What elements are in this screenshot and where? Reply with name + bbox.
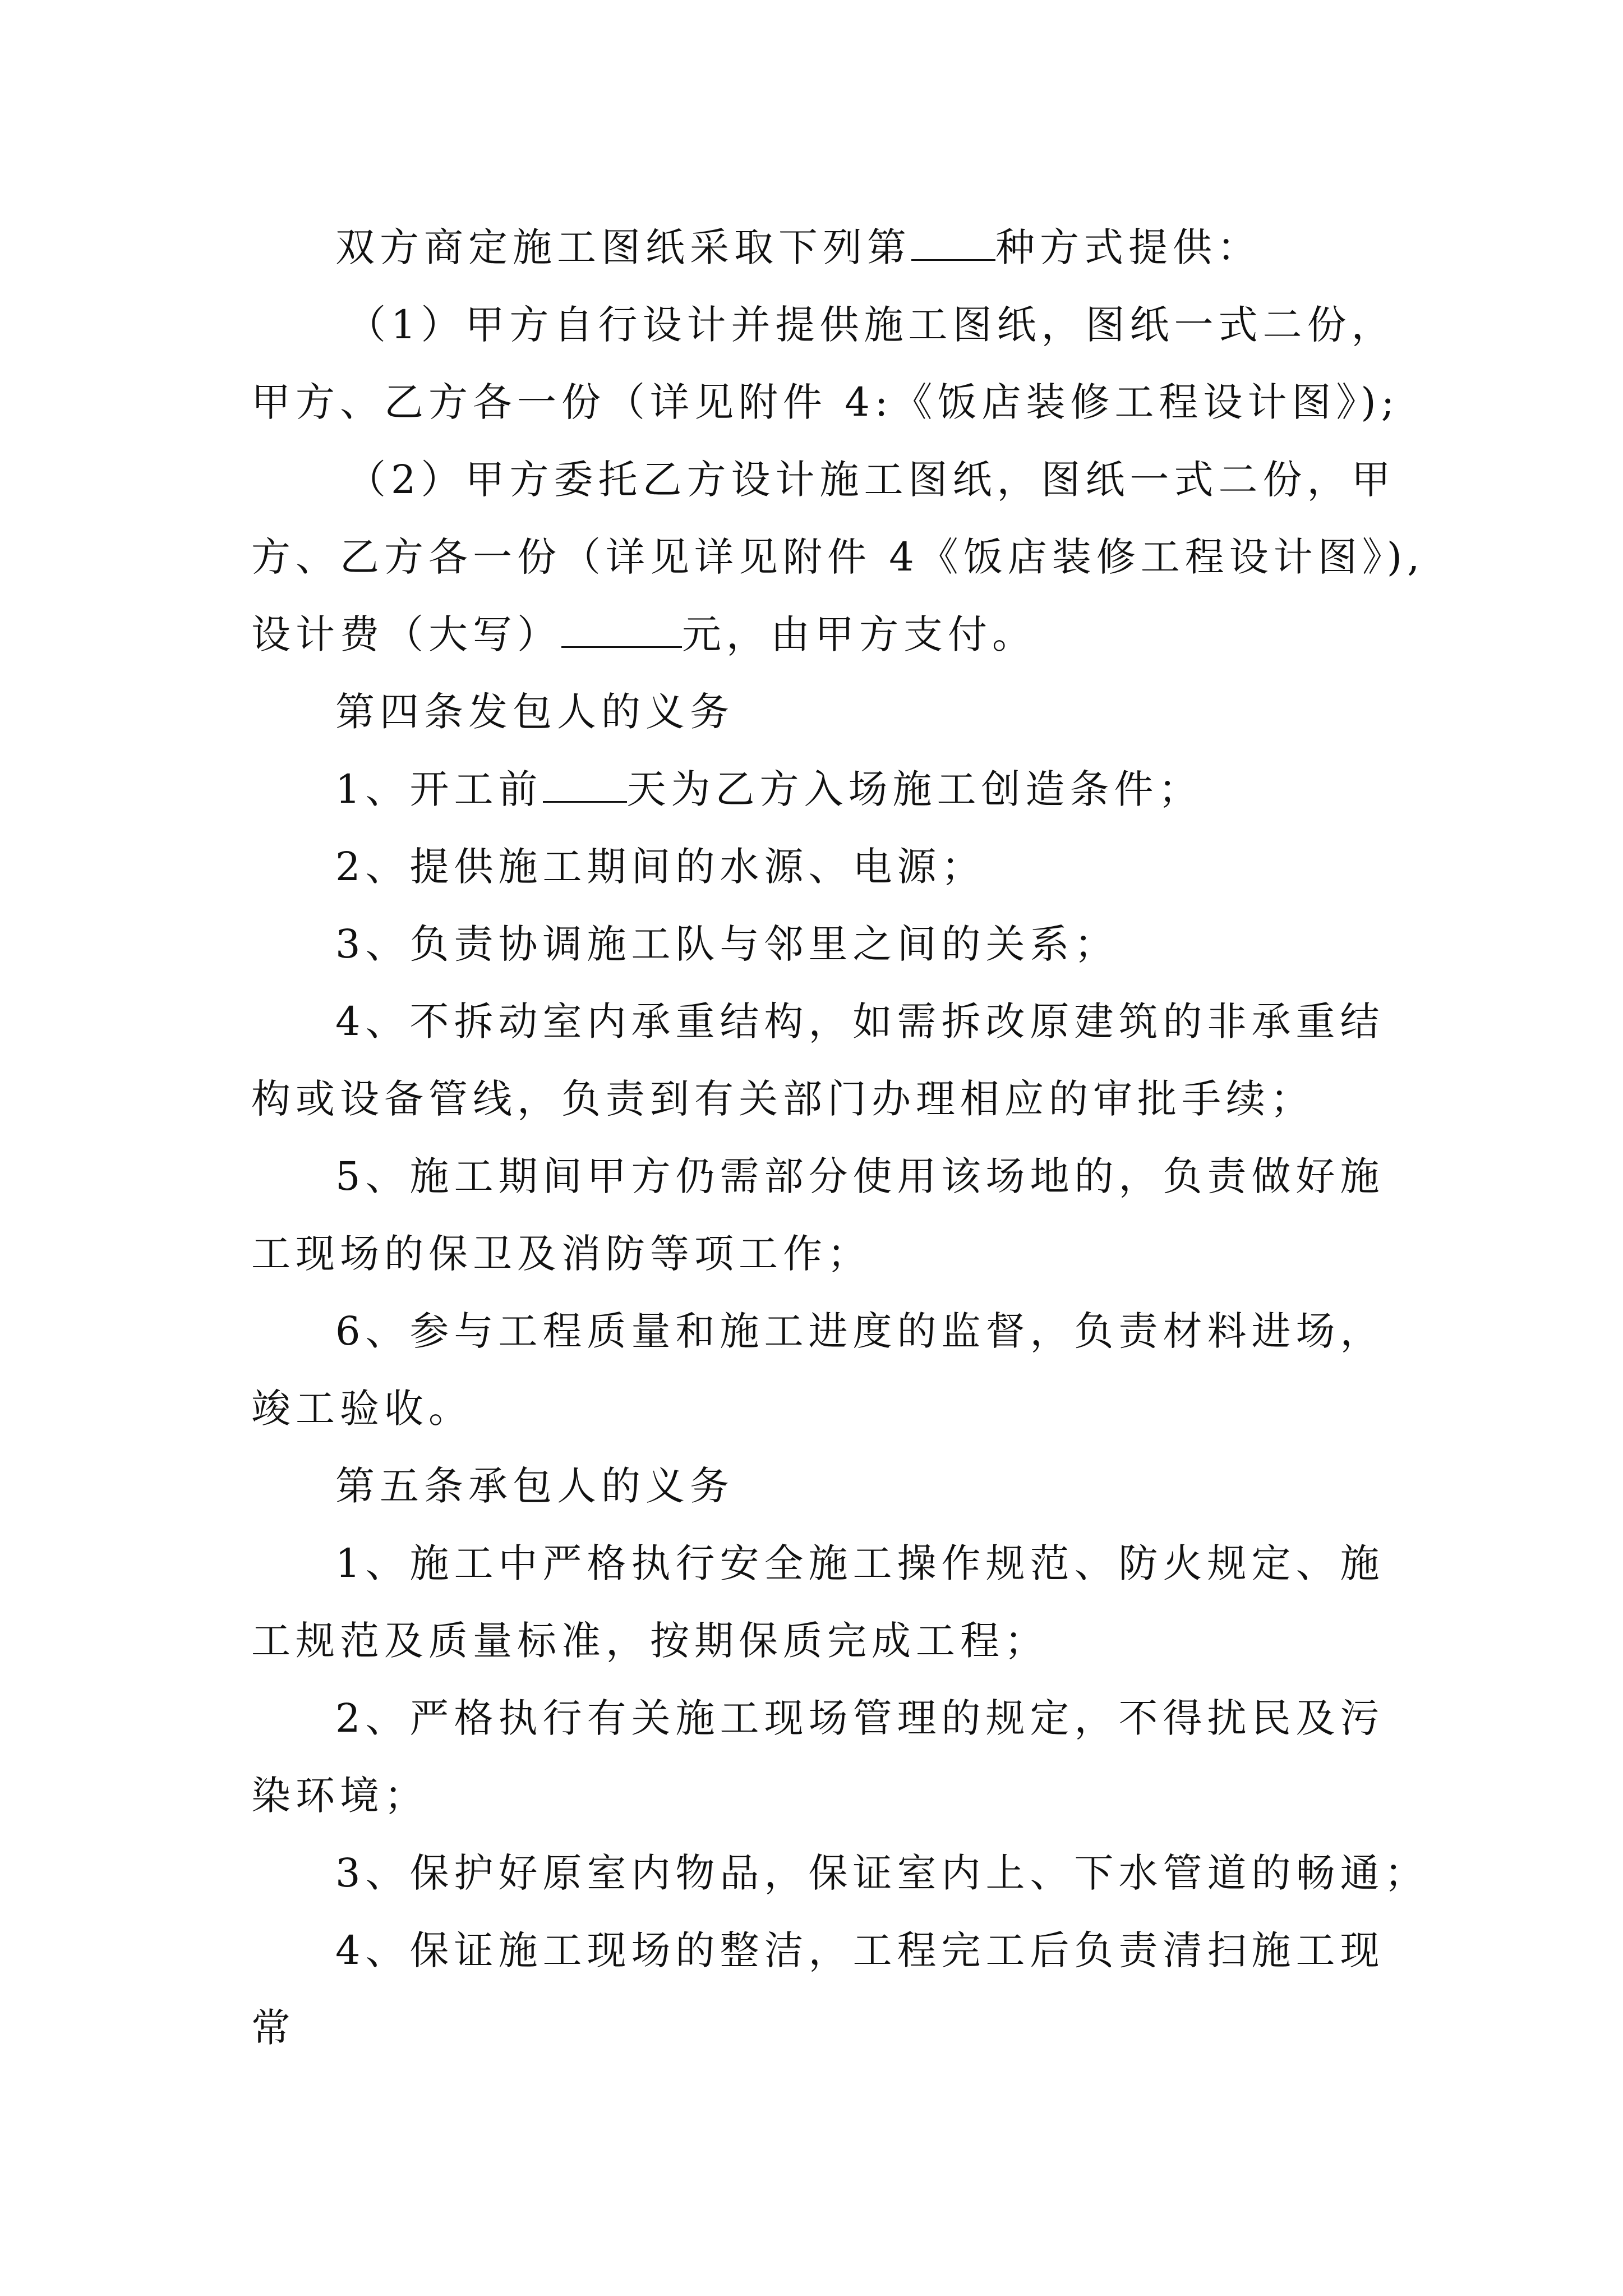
article-4-item-1 [251, 751, 1395, 828]
document-body [251, 209, 1429, 2067]
fill-in-blank [561, 613, 682, 648]
article-4-item-5-continuation: 工现场的保卫及消防等项工作； [251, 1231, 872, 1277]
article-4-item-4-continuation: 构或设备管线，负责到有关部门办理相应的审批手续； [251, 1076, 1315, 1122]
article-4-item-4: 4、不拆动室内承重结构，如需拆改原建筑的非承重结 [335, 999, 1385, 1045]
option-2-line: （2）甲方委托乙方设计施工图纸，图纸一式二份，甲 [347, 457, 1396, 503]
article-4-heading: 第四条发包人的义务 [335, 689, 734, 735]
line-text: 双方商定施工图纸采取下列第 [335, 224, 911, 270]
article-4-item-6-continuation: 竣工验收。 [251, 1386, 473, 1432]
fill-in-blank [911, 226, 995, 261]
option-2-continuation: 方、乙方各一份（详见详见附件 4《饭店装修工程设计图》), [251, 534, 1425, 580]
paragraph-drawing-method [251, 209, 1395, 286]
article-5-item-3: 3、保护好原室内物品，保证室内上、下水管道的畅通； [335, 1850, 1429, 1896]
article-5-item-4-continuation: 常 [251, 2005, 296, 2051]
article-4-item-2: 2、提供施工期间的水源、电源； [335, 844, 986, 890]
option-1-line: （1）甲方自行设计并提供施工图纸，图纸一式二份， [347, 302, 1396, 348]
fill-in-blank [543, 767, 627, 803]
article-5-item-4: 4、保证施工现场的整洁，工程完工后负责清扫施工现 [335, 1927, 1385, 1973]
article-5-item-1-continuation: 工规范及质量标准，按期保质完成工程； [251, 1618, 1049, 1664]
article-5-item-1: 1、施工中严格执行安全施工操作规范、防火规定、施 [335, 1540, 1385, 1586]
option-1-continuation: 甲方、乙方各一份（详见附件 4:《饭店装修工程设计图》); [251, 379, 1400, 425]
article-5-item-2-continuation: 染环境； [251, 1773, 428, 1819]
article-5-item-2: 2、严格执行有关施工现场管理的规定，不得扰民及污 [335, 1695, 1385, 1741]
design-fee-line [251, 596, 1395, 673]
line-text: 设计费（大写） [251, 611, 561, 657]
line-text: 种方式提供： [995, 224, 1261, 270]
line-text: 1、开工前 [335, 766, 543, 812]
line-text: 元，由甲方支付。 [682, 611, 1036, 657]
article-4-item-6: 6、参与工程质量和施工进度的监督，负责材料进场， [335, 1308, 1385, 1354]
article-5-heading: 第五条承包人的义务 [335, 1463, 734, 1509]
article-4-item-5: 5、施工期间甲方仍需部分使用该场地的，负责做好施 [335, 1153, 1385, 1199]
article-4-item-3: 3、负责协调施工队与邻里之间的关系； [335, 921, 1119, 967]
line-text: 天为乙方入场施工创造条件； [626, 766, 1203, 812]
